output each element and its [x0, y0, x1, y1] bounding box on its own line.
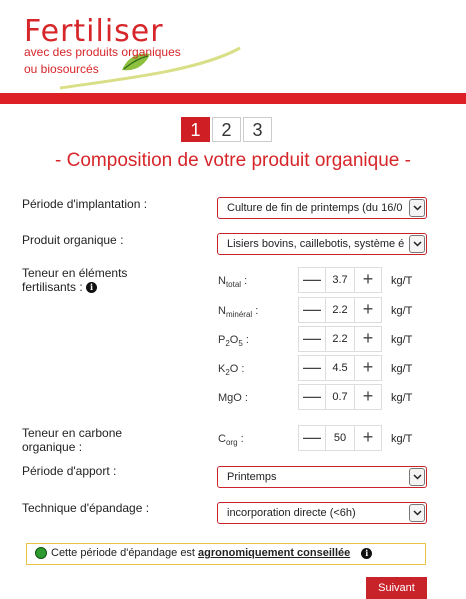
apport-value: Printemps: [227, 471, 277, 483]
ntotal-unit: kg/T: [391, 275, 413, 287]
decrement-button[interactable]: —: [303, 386, 321, 406]
teneur-label: [22, 266, 127, 294]
decrement-button[interactable]: —: [303, 357, 321, 377]
logo-title: Fertiliser: [24, 14, 164, 49]
info-icon[interactable]: i: [86, 282, 97, 293]
nmineral-value[interactable]: 2.2: [325, 298, 355, 322]
nmineral-unit: kg/T: [391, 305, 413, 317]
mgo-value[interactable]: 0.7: [325, 385, 355, 409]
ntotal-label: $N_{total}$ :: [218, 275, 248, 290]
chevron-down-icon: [409, 468, 425, 486]
check-circle-icon: [35, 547, 47, 559]
nmineral-label: $N_{minéral}$ :: [218, 305, 259, 320]
app-header: [0, 0, 466, 92]
step-indicator: [181, 117, 274, 142]
teneur-label-line1: Teneur en éléments: [22, 266, 128, 280]
p2o5-label: $P_2O_5$ :: [218, 334, 249, 349]
technique-label: Technique d'épandage :: [22, 501, 150, 515]
carbone-label: [22, 426, 122, 454]
step-1[interactable]: 1: [181, 117, 210, 142]
increment-button[interactable]: +: [362, 328, 374, 348]
logo-subtitle-line1: avec des produits organiques: [24, 45, 181, 59]
decrement-button[interactable]: —: [303, 269, 321, 289]
apport-label: Période d'apport :: [22, 464, 117, 478]
carbone-label-line2: organique :: [22, 440, 83, 454]
increment-button[interactable]: +: [362, 269, 374, 289]
corg-unit: kg/T: [391, 433, 413, 445]
increment-button[interactable]: +: [362, 427, 374, 447]
implantation-select[interactable]: [217, 197, 427, 219]
produit-value: Lisiers bovins, caillebotis, système é: [227, 238, 405, 250]
k2o-value[interactable]: 4.5: [325, 356, 355, 380]
technique-select[interactable]: [217, 502, 427, 524]
decrement-button[interactable]: —: [303, 427, 321, 447]
implantation-value: Culture de fin de printemps (du 16/0: [227, 202, 403, 214]
k2o-label: $K_2O$ :: [218, 363, 245, 378]
implantation-label: Période d'implantation :: [22, 197, 148, 211]
decrement-button[interactable]: —: [303, 299, 321, 319]
p2o5-stepper[interactable]: [298, 326, 382, 352]
k2o-stepper[interactable]: [298, 355, 382, 381]
technique-value: incorporation directe (<6h): [227, 507, 356, 519]
carbone-label-line1: Teneur en carbone: [22, 426, 123, 440]
notice-link[interactable]: agronomiquement conseillée: [198, 547, 351, 559]
apport-select[interactable]: [217, 466, 427, 488]
step-3[interactable]: 3: [243, 117, 272, 142]
logo-subtitle-line2: ou biosourcés: [24, 62, 99, 76]
produit-label: Produit organique :: [22, 233, 124, 247]
p2o5-value[interactable]: 2.2: [325, 327, 355, 351]
header-red-bar: [0, 93, 466, 104]
increment-button[interactable]: +: [362, 299, 374, 319]
next-button[interactable]: Suivant: [366, 577, 427, 599]
decrement-button[interactable]: —: [303, 328, 321, 348]
corg-value[interactable]: 50: [325, 426, 355, 450]
page-title: - Composition de votre produit organique -: [55, 150, 411, 171]
p2o5-unit: kg/T: [391, 334, 413, 346]
corg-label: $C_{org}$ :: [218, 433, 244, 448]
k2o-unit: kg/T: [391, 363, 413, 375]
ntotal-stepper[interactable]: [298, 267, 382, 293]
mgo-unit: kg/T: [391, 392, 413, 404]
corg-stepper[interactable]: [298, 425, 382, 451]
produit-select[interactable]: [217, 233, 427, 255]
nmineral-stepper[interactable]: [298, 297, 382, 323]
info-icon[interactable]: i: [361, 548, 372, 559]
step-2[interactable]: 2: [212, 117, 241, 142]
chevron-down-icon: [409, 235, 425, 253]
chevron-down-icon: [409, 504, 425, 522]
chevron-down-icon: [409, 199, 425, 217]
spreading-period-notice: [26, 543, 426, 565]
ntotal-value[interactable]: 3.7: [325, 268, 355, 292]
mgo-stepper[interactable]: [298, 384, 382, 410]
increment-button[interactable]: +: [362, 357, 374, 377]
teneur-label-line2: fertilisants : i: [22, 280, 127, 294]
increment-button[interactable]: +: [362, 386, 374, 406]
mgo-label: MgO :: [218, 392, 248, 404]
notice-text: Cette période d'épandage est: [51, 547, 199, 559]
